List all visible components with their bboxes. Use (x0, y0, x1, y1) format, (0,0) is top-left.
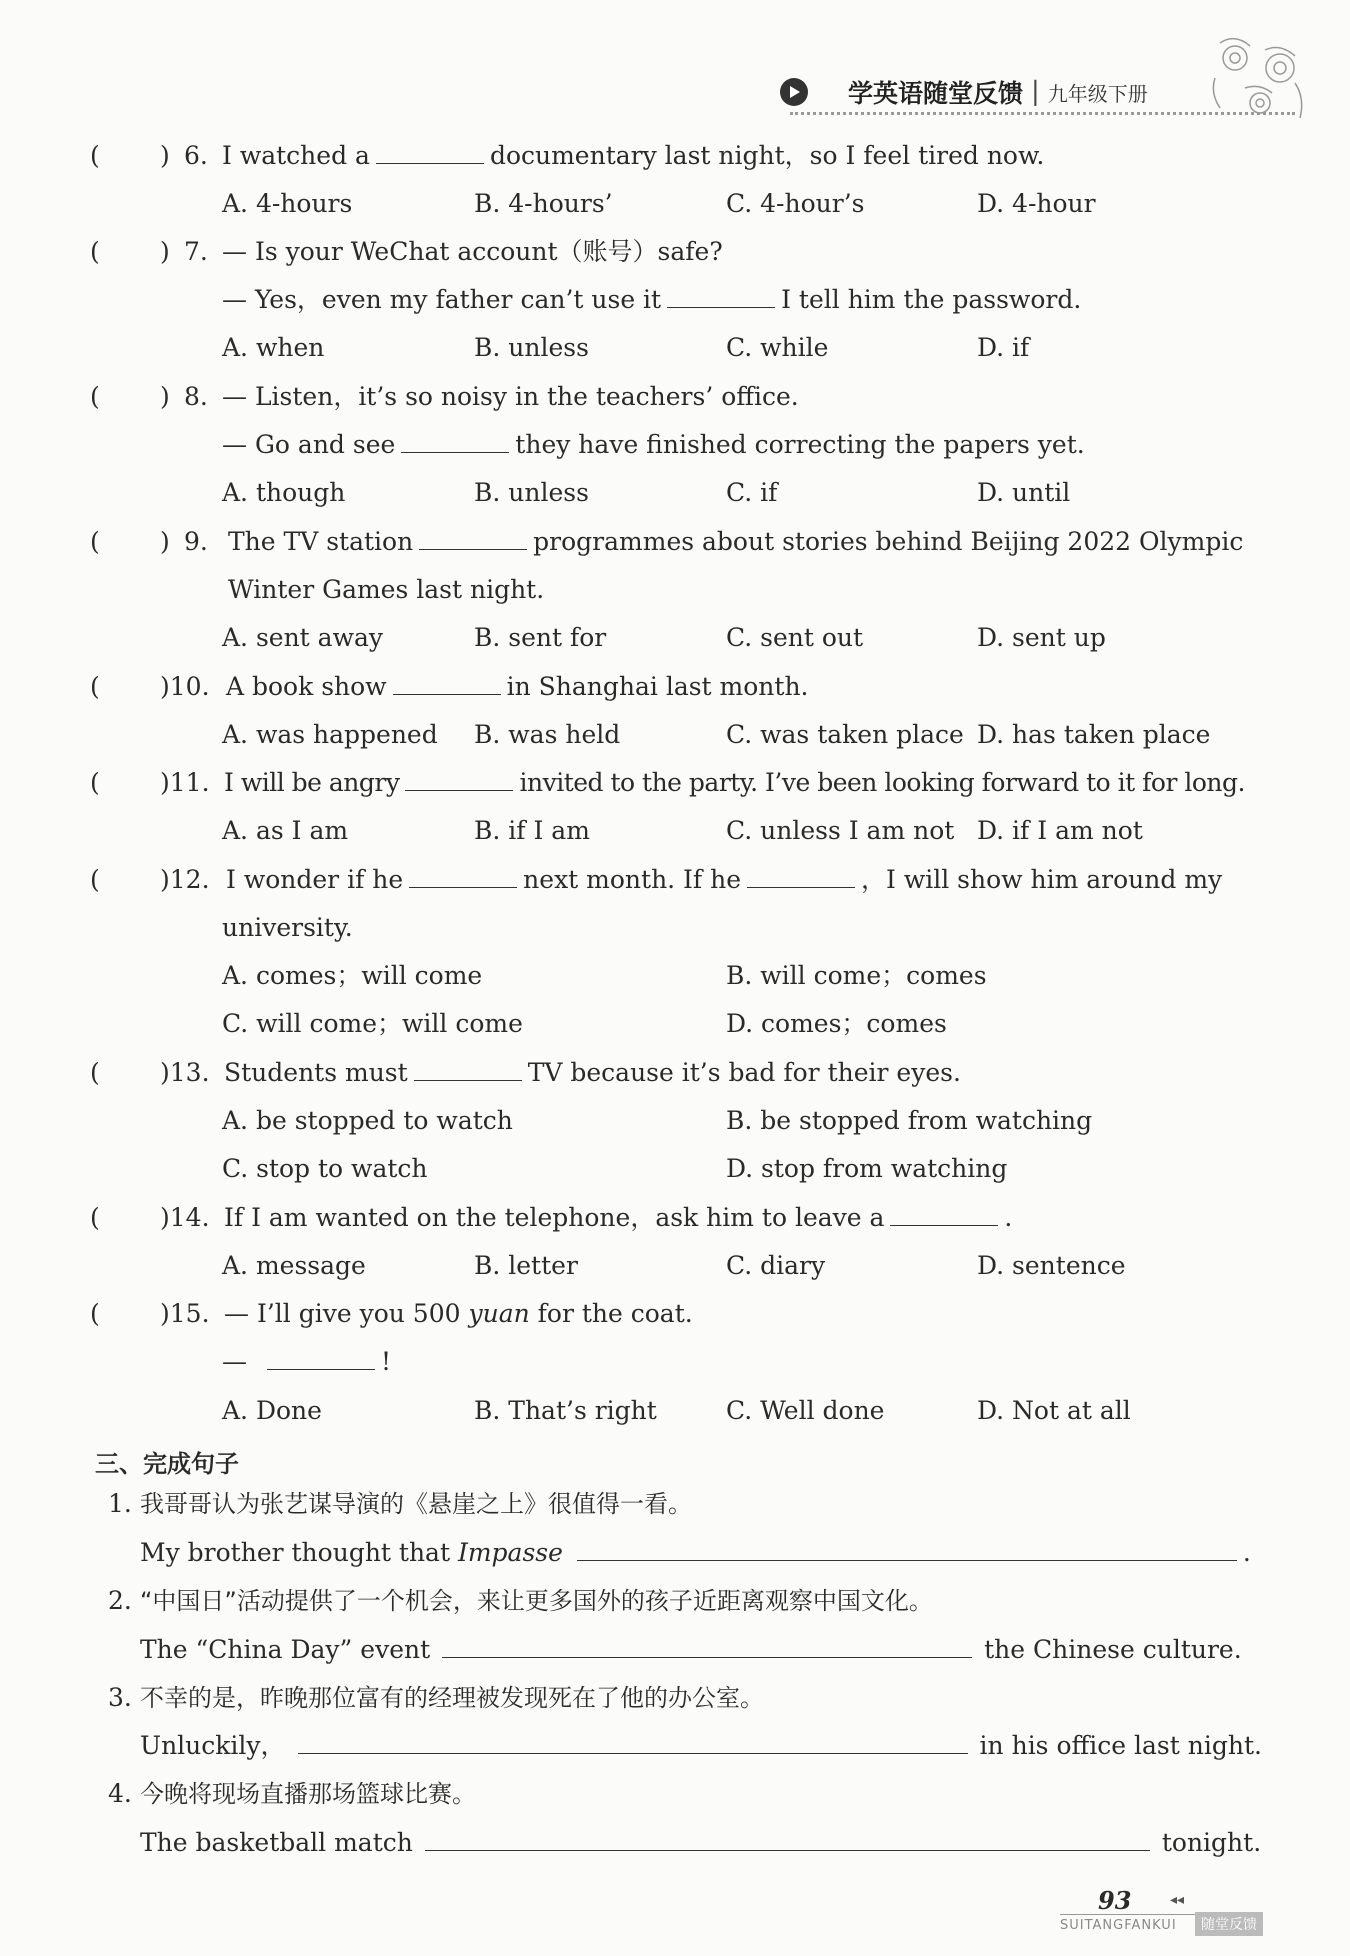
question-number: 8. (184, 382, 208, 411)
back-arrows-icon: ◂◂ (1170, 1892, 1185, 1908)
answer-blank[interactable] (414, 1052, 522, 1081)
option-c[interactable]: C. will come；will come (222, 1009, 523, 1038)
question-stem: — Listen，it’s so noisy in the teachers’ office. (222, 382, 799, 411)
option-a[interactable]: A. message (222, 1251, 366, 1280)
option-a[interactable]: A. as I am (222, 816, 349, 845)
question-11-options (0, 809, 1350, 853)
question-stem: Students must TV because it’s bad for their eyes. (224, 1051, 961, 1095)
section-title: 三、完成句子 (95, 1450, 239, 1478)
answer-blank[interactable] (409, 859, 517, 888)
question-15-line2: — ! (0, 1340, 1350, 1384)
header-separator: | (1031, 77, 1040, 107)
question-10-options (0, 713, 1350, 757)
option-c[interactable]: C. if (726, 478, 778, 507)
question-stem: — Is your WeChat account（账号）safe? (222, 237, 723, 266)
option-c[interactable]: C. sent out (726, 623, 864, 652)
answer-blank[interactable] (425, 1822, 1150, 1851)
option-c[interactable]: C. unless I am not (726, 816, 955, 845)
question-12-options-cd (0, 1002, 1350, 1046)
option-b[interactable]: B. was held (474, 720, 621, 749)
option-b[interactable]: B. letter (474, 1251, 578, 1280)
question-6: ( ) 6. I watched a documentary last night，so I feel tired now. (0, 134, 1350, 178)
question-15: ( )15. — I’ll give you 500 yuan for the coat. (0, 1292, 1350, 1336)
question-7-options (0, 326, 1350, 370)
option-a[interactable]: A. comes；will come (222, 961, 483, 990)
sentence-1-english: My brother thought that Impasse . (0, 1531, 1350, 1575)
option-b[interactable]: B. That’s right (474, 1396, 657, 1425)
page-header (780, 72, 1148, 112)
question-9-options (0, 616, 1350, 660)
option-a[interactable]: A. sent away (222, 623, 383, 652)
option-c[interactable]: C. Well done (726, 1396, 885, 1425)
answer-blank[interactable] (376, 135, 484, 164)
option-d[interactable]: D. sentence (977, 1251, 1126, 1280)
question-number: 7. (184, 237, 208, 266)
question-stem: — I’ll give you 500 yuan for the coat. (224, 1299, 693, 1328)
header-subtitle: 九年级下册 (1047, 81, 1148, 106)
question-number: 6. (184, 141, 208, 170)
option-a[interactable]: A. though (222, 478, 346, 507)
sentence-1-chinese: 1. 我哥哥认为张艺谋导演的《悬崖之上》很值得一看。 (108, 1489, 692, 1518)
option-d[interactable]: D. sent up (977, 623, 1106, 652)
option-a[interactable]: A. when (222, 333, 325, 362)
answer-blank[interactable] (267, 1341, 375, 1370)
question-14: ( )14. If I am wanted on the telephone，ask him to leave a . (0, 1196, 1350, 1240)
sentence-4-english: The basketball match tonight. (0, 1821, 1350, 1865)
page-number: 93 (1098, 1886, 1132, 1915)
question-8-options (0, 471, 1350, 515)
footer-brand: SUITANGFANKUI (1060, 1918, 1177, 1933)
option-d[interactable]: D. stop from watching (726, 1154, 1008, 1183)
option-c[interactable]: C. was taken place (726, 720, 964, 749)
option-a[interactable]: A. 4-hours (222, 189, 353, 218)
question-14-options (0, 1244, 1350, 1288)
option-d[interactable]: D. Not at all (977, 1396, 1131, 1425)
question-12-line2: university. (222, 913, 353, 942)
option-a[interactable]: A. Done (222, 1396, 322, 1425)
question-number: )15. (160, 1299, 210, 1328)
answer-blank[interactable] (405, 762, 513, 791)
question-stem: I will be angry invited to the party. I’ve been looking forward to it for long. (224, 761, 1245, 805)
option-b[interactable]: B. 4-hours’ (474, 189, 613, 218)
question-8-line2: — Go and see they have finished correcting the papers yet. (0, 423, 1350, 467)
question-number: )11. (160, 768, 210, 797)
option-d[interactable]: D. if I am not (977, 816, 1143, 845)
footer-badge: 随堂反馈 (1195, 1912, 1263, 1936)
option-b[interactable]: B. will come；comes (726, 961, 987, 990)
flower-decoration-icon (1200, 28, 1320, 138)
play-icon (780, 78, 808, 106)
question-12: ( )12. I wonder if he next month. If he ，I will show him around my (0, 858, 1350, 902)
sentence-2-english: The “China Day” event the Chinese culture. (0, 1628, 1350, 1672)
option-d[interactable]: D. until (977, 478, 1071, 507)
option-c[interactable]: C. while (726, 333, 829, 362)
question-stem: The TV station programmes about stories behind Beijing 2022 Olympic (228, 520, 1243, 564)
option-b[interactable]: B. sent for (474, 623, 607, 652)
question-stem: If I am wanted on the telephone，ask him to leave a . (224, 1196, 1012, 1240)
option-a[interactable]: A. was happened (222, 720, 438, 749)
question-stem: I wonder if he next month. If he ，I will show him around my (226, 858, 1222, 902)
sentence-2-chinese: 2. “中国日”活动提供了一个机会，来让更多国外的孩子近距离观察中国文化。 (108, 1586, 933, 1615)
sentence-4-chinese: 4. 今晚将现场直播那场篮球比赛。 (108, 1779, 476, 1808)
option-d[interactable]: D. if (977, 333, 1030, 362)
question-13: ( )13. Students must TV because it’s bad for their eyes. (0, 1051, 1350, 1095)
answer-blank[interactable] (298, 1725, 968, 1754)
option-b[interactable]: B. be stopped from watching (726, 1106, 1093, 1135)
option-c[interactable]: C. diary (726, 1251, 826, 1280)
question-9-line2: Winter Games last night. (228, 575, 545, 604)
question-7: ( ) 7. — Is your WeChat account（账号）safe? (0, 230, 1350, 274)
option-d[interactable]: D. 4-hour (977, 189, 1096, 218)
question-number: )13. (160, 1058, 210, 1087)
question-9: ( ) 9. The TV station programmes about stories behind Beijing 2022 Olympic (0, 520, 1350, 564)
question-8: ( ) 8. — Listen，it’s so noisy in the teachers’ office. (0, 375, 1350, 419)
question-stem: I watched a documentary last night，so I feel tired now. (222, 134, 1044, 178)
question-number: 9. (184, 527, 208, 556)
option-d[interactable]: D. has taken place (977, 720, 1211, 749)
question-13-options-cd (0, 1147, 1350, 1191)
header-title: 学英语随堂反馈 (848, 79, 1024, 108)
answer-blank[interactable] (667, 279, 775, 308)
answer-blank[interactable] (577, 1532, 1237, 1561)
question-13-options-ab (0, 1099, 1350, 1143)
answer-blank[interactable] (401, 424, 509, 453)
answer-blank[interactable] (890, 1197, 998, 1226)
answer-blank[interactable] (747, 859, 855, 888)
question-6-options (0, 182, 1350, 226)
question-10: ( )10. A book show in Shanghai last month. (0, 665, 1350, 709)
option-c[interactable]: C. stop to watch (222, 1154, 428, 1183)
answer-blank[interactable] (393, 666, 501, 695)
sentence-3-chinese: 3. 不幸的是，昨晚那位富有的经理被发现死在了他的办公室。 (108, 1683, 764, 1712)
question-number: )12. (160, 865, 210, 894)
option-d[interactable]: D. comes；comes (726, 1009, 947, 1038)
question-number: )14. (160, 1203, 210, 1232)
sentence-3-english: Unluckily， in his office last night. (0, 1724, 1350, 1768)
question-number: )10. (160, 672, 210, 701)
question-12-options-ab (0, 954, 1350, 998)
answer-blank[interactable] (419, 521, 527, 550)
option-c[interactable]: C. 4-hour’s (726, 189, 865, 218)
option-b[interactable]: B. unless (474, 478, 589, 507)
option-b[interactable]: B. if I am (474, 816, 590, 845)
answer-blank[interactable] (442, 1629, 972, 1658)
question-15-options (0, 1389, 1350, 1433)
question-7-line2: — Yes，even my father can’t use it I tell him the password. (0, 278, 1350, 322)
option-a[interactable]: A. be stopped to watch (222, 1106, 513, 1135)
option-b[interactable]: B. unless (474, 333, 589, 362)
question-stem: A book show in Shanghai last month. (226, 665, 809, 709)
question-11: ( )11. I will be angry invited to the party. I’ve been looking forward to it for long. (0, 761, 1350, 805)
